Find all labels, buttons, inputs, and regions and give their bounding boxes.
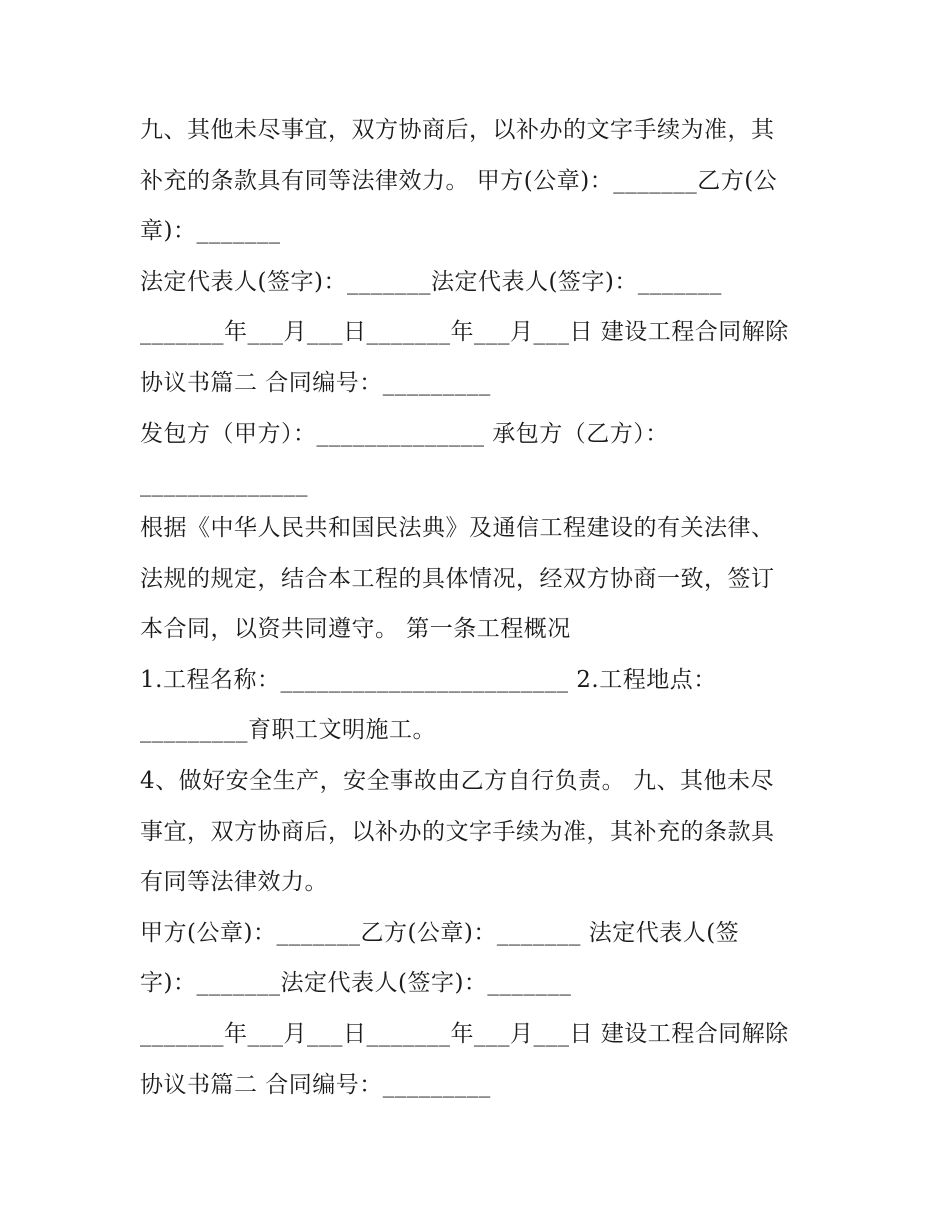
text-line: 补充的条款具有同等法律效力。 甲方(公章)：_______乙方(公 [140, 168, 778, 194]
text-line: 协议书篇二 合同编号：_________ [140, 370, 491, 396]
text-line: 根据《中华人民共和国民法典》及通信工程建设的有关法律、 [140, 515, 775, 541]
text-line: _________育职工文明施工。 [140, 717, 436, 743]
text-line: 甲方(公章)：_______乙方(公章)：_______ 法定代表人(签 [140, 920, 740, 946]
text-line: 协议书篇二 合同编号：_________ [140, 1072, 491, 1098]
text-line: 法定代表人(签字)：_______法定代表人(签字)：_______ [140, 269, 722, 295]
text-line: 1.工程名称：________________________ 2.工程地点： [140, 667, 717, 693]
text-line: _______年___月___日_______年___月___日 建设工程合同解除 [140, 1021, 789, 1047]
text-line: 法规的规定，结合本工程的具体情况，经双方协商一致，签订 [140, 566, 775, 592]
text-line: 本合同，以资共同遵守。 第一条工程概况 [140, 616, 571, 642]
text-line: 章)：_______ [140, 218, 281, 244]
text-line: _______年___月___日_______年___月___日 建设工程合同解除 [140, 319, 789, 345]
text-line: 发包方（甲方）：______________ 承包方（乙方）： [140, 421, 669, 447]
text-line: 有同等法律效力。 [140, 869, 328, 895]
text-line: 字)：_______法定代表人(签字)：_______ [140, 970, 572, 996]
text-line: ______________ [140, 471, 308, 497]
text-line: 事宜，双方协商后，以补办的文字手续为准，其补充的条款具 [140, 819, 775, 845]
text-line: 九、其他未尽事宜，双方协商后，以补办的文字手续为准，其 [140, 117, 775, 143]
text-line: 4、做好安全生产，安全事故由乙方自行负责。 九、其他未尽 [140, 768, 774, 794]
